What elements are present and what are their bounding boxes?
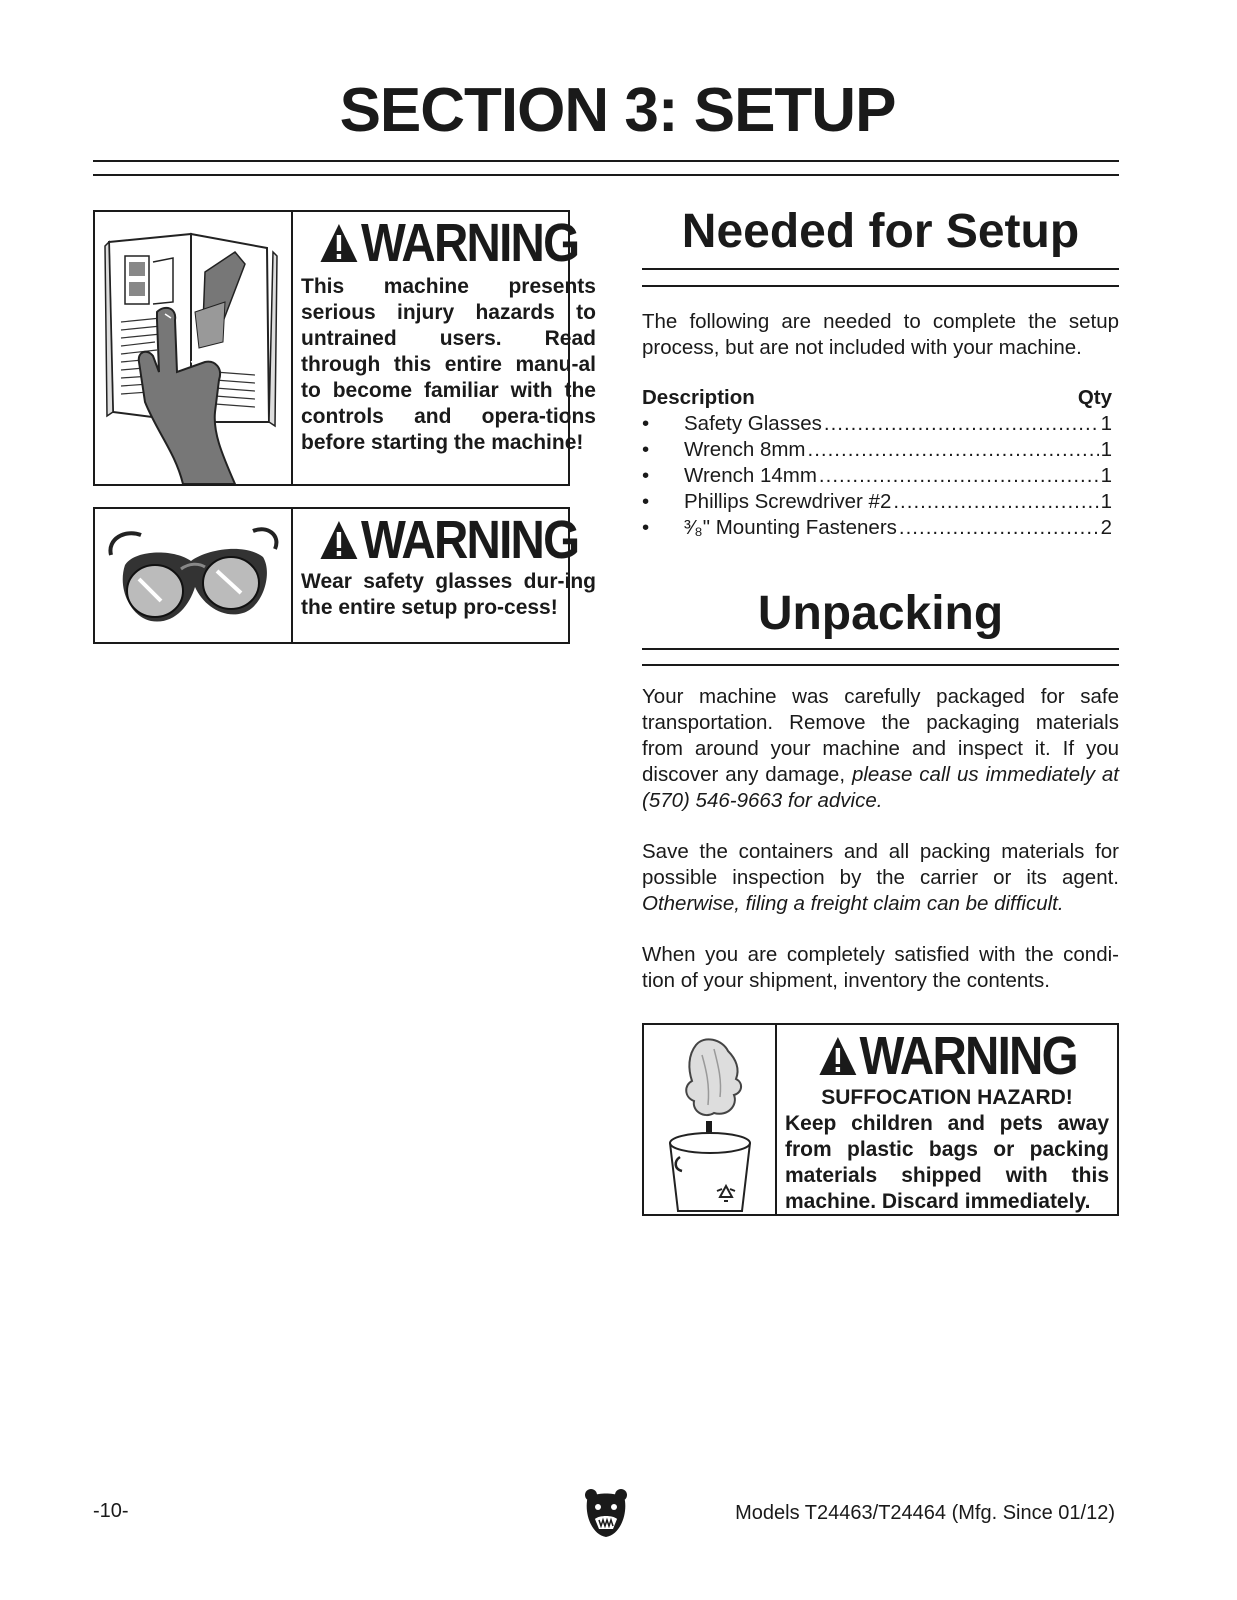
model-info: Models T24463/T24464 (Mfg. Since 01/12)	[735, 1502, 1115, 1524]
list-item: • Wrench 8mm ..... 1	[642, 437, 1112, 463]
warning-triangle-icon	[319, 519, 359, 561]
warning-text-area	[293, 212, 604, 484]
needed-intro: The following are needed to complete the setup process, but are not included with your machine.	[642, 310, 1119, 359]
needed-list	[642, 411, 1112, 541]
warning-triangle-icon	[319, 222, 359, 264]
unpacking-paragraph-2	[642, 839, 1119, 917]
needed-rule-bottom	[642, 285, 1119, 287]
warning-triangle-icon	[817, 1035, 857, 1077]
unpacking-paragraph-1	[642, 684, 1119, 814]
warning-manual-text: This machine presents serious injury hazards to untrained users. Read through this entire manu-al to become familiar with the controls and opera-tions before starting the machine!	[301, 275, 596, 454]
list-item: • Wrench 14mm ..... 1	[642, 463, 1112, 489]
unpacking-p2-text: Save the containers and all packing materials for possible inspection by the carrier or its agent.	[642, 840, 1119, 889]
unpacking-paragraph-3: When you are completely satisfied with the condi-tion of your shipment, inventory the contents.	[642, 943, 1119, 992]
col-description: Description	[642, 386, 755, 409]
manual-reading-icon	[95, 212, 293, 484]
list-item: • Safety Glasses ..... 1	[642, 411, 1112, 437]
warning-heading: WARNING	[319, 513, 579, 567]
page-number: -10-	[93, 1500, 129, 1522]
list-item: • ³⁄₈" Mounting Fasteners ..... 2	[642, 515, 1112, 541]
warning-text-area	[777, 1025, 1117, 1214]
unpacking-heading: Unpacking	[757, 587, 1004, 640]
safety-glasses-icon	[95, 509, 293, 642]
unpacking-rule-top	[642, 648, 1119, 650]
needed-list-header	[642, 386, 1112, 410]
unpacking-rule-bottom	[642, 664, 1119, 666]
warning-glasses-text: Wear safety glasses dur-ing the entire setup pro-cess!	[301, 570, 596, 619]
warning-box-manual	[93, 210, 596, 486]
title-rule-bottom	[93, 174, 1119, 176]
needed-rule-top	[642, 268, 1119, 270]
needed-heading: Needed for Setup	[681, 205, 1080, 258]
warning-box-glasses	[93, 507, 596, 644]
warning-heading: WARNING	[804, 1029, 1089, 1083]
bear-logo-icon	[583, 1487, 629, 1544]
warning-suffocation-text: Keep children and pets away from plastic bags or packing materials shipped with this machine. Discard immediately.	[785, 1112, 1109, 1213]
suffocation-subtitle: SUFFOCATION HAZARD!	[821, 1086, 1073, 1109]
unpacking-p1-italic: please call us immediately at (570) 546-9663 for advice.	[642, 763, 1119, 812]
list-item: • Phillips Screwdriver #2 ..... 1	[642, 489, 1112, 515]
unpacking-p1-text: Your machine was carefully packaged for safe transportation. Remove the packaging materials from around your machine and inspect it. If you discover any damage,	[642, 685, 1119, 786]
warning-text-area	[293, 509, 604, 642]
warning-heading: WARNING	[319, 216, 579, 270]
col-qty: Qty	[1077, 386, 1112, 409]
unpacking-p2-italic: Otherwise, filing a freight claim can be difficult.	[642, 892, 1064, 915]
warning-box-suffocation	[642, 1023, 1119, 1216]
page-title: SECTION 3: SETUP	[339, 76, 896, 145]
plastic-bag-trash-icon	[644, 1025, 777, 1214]
title-rule-top	[93, 160, 1119, 162]
